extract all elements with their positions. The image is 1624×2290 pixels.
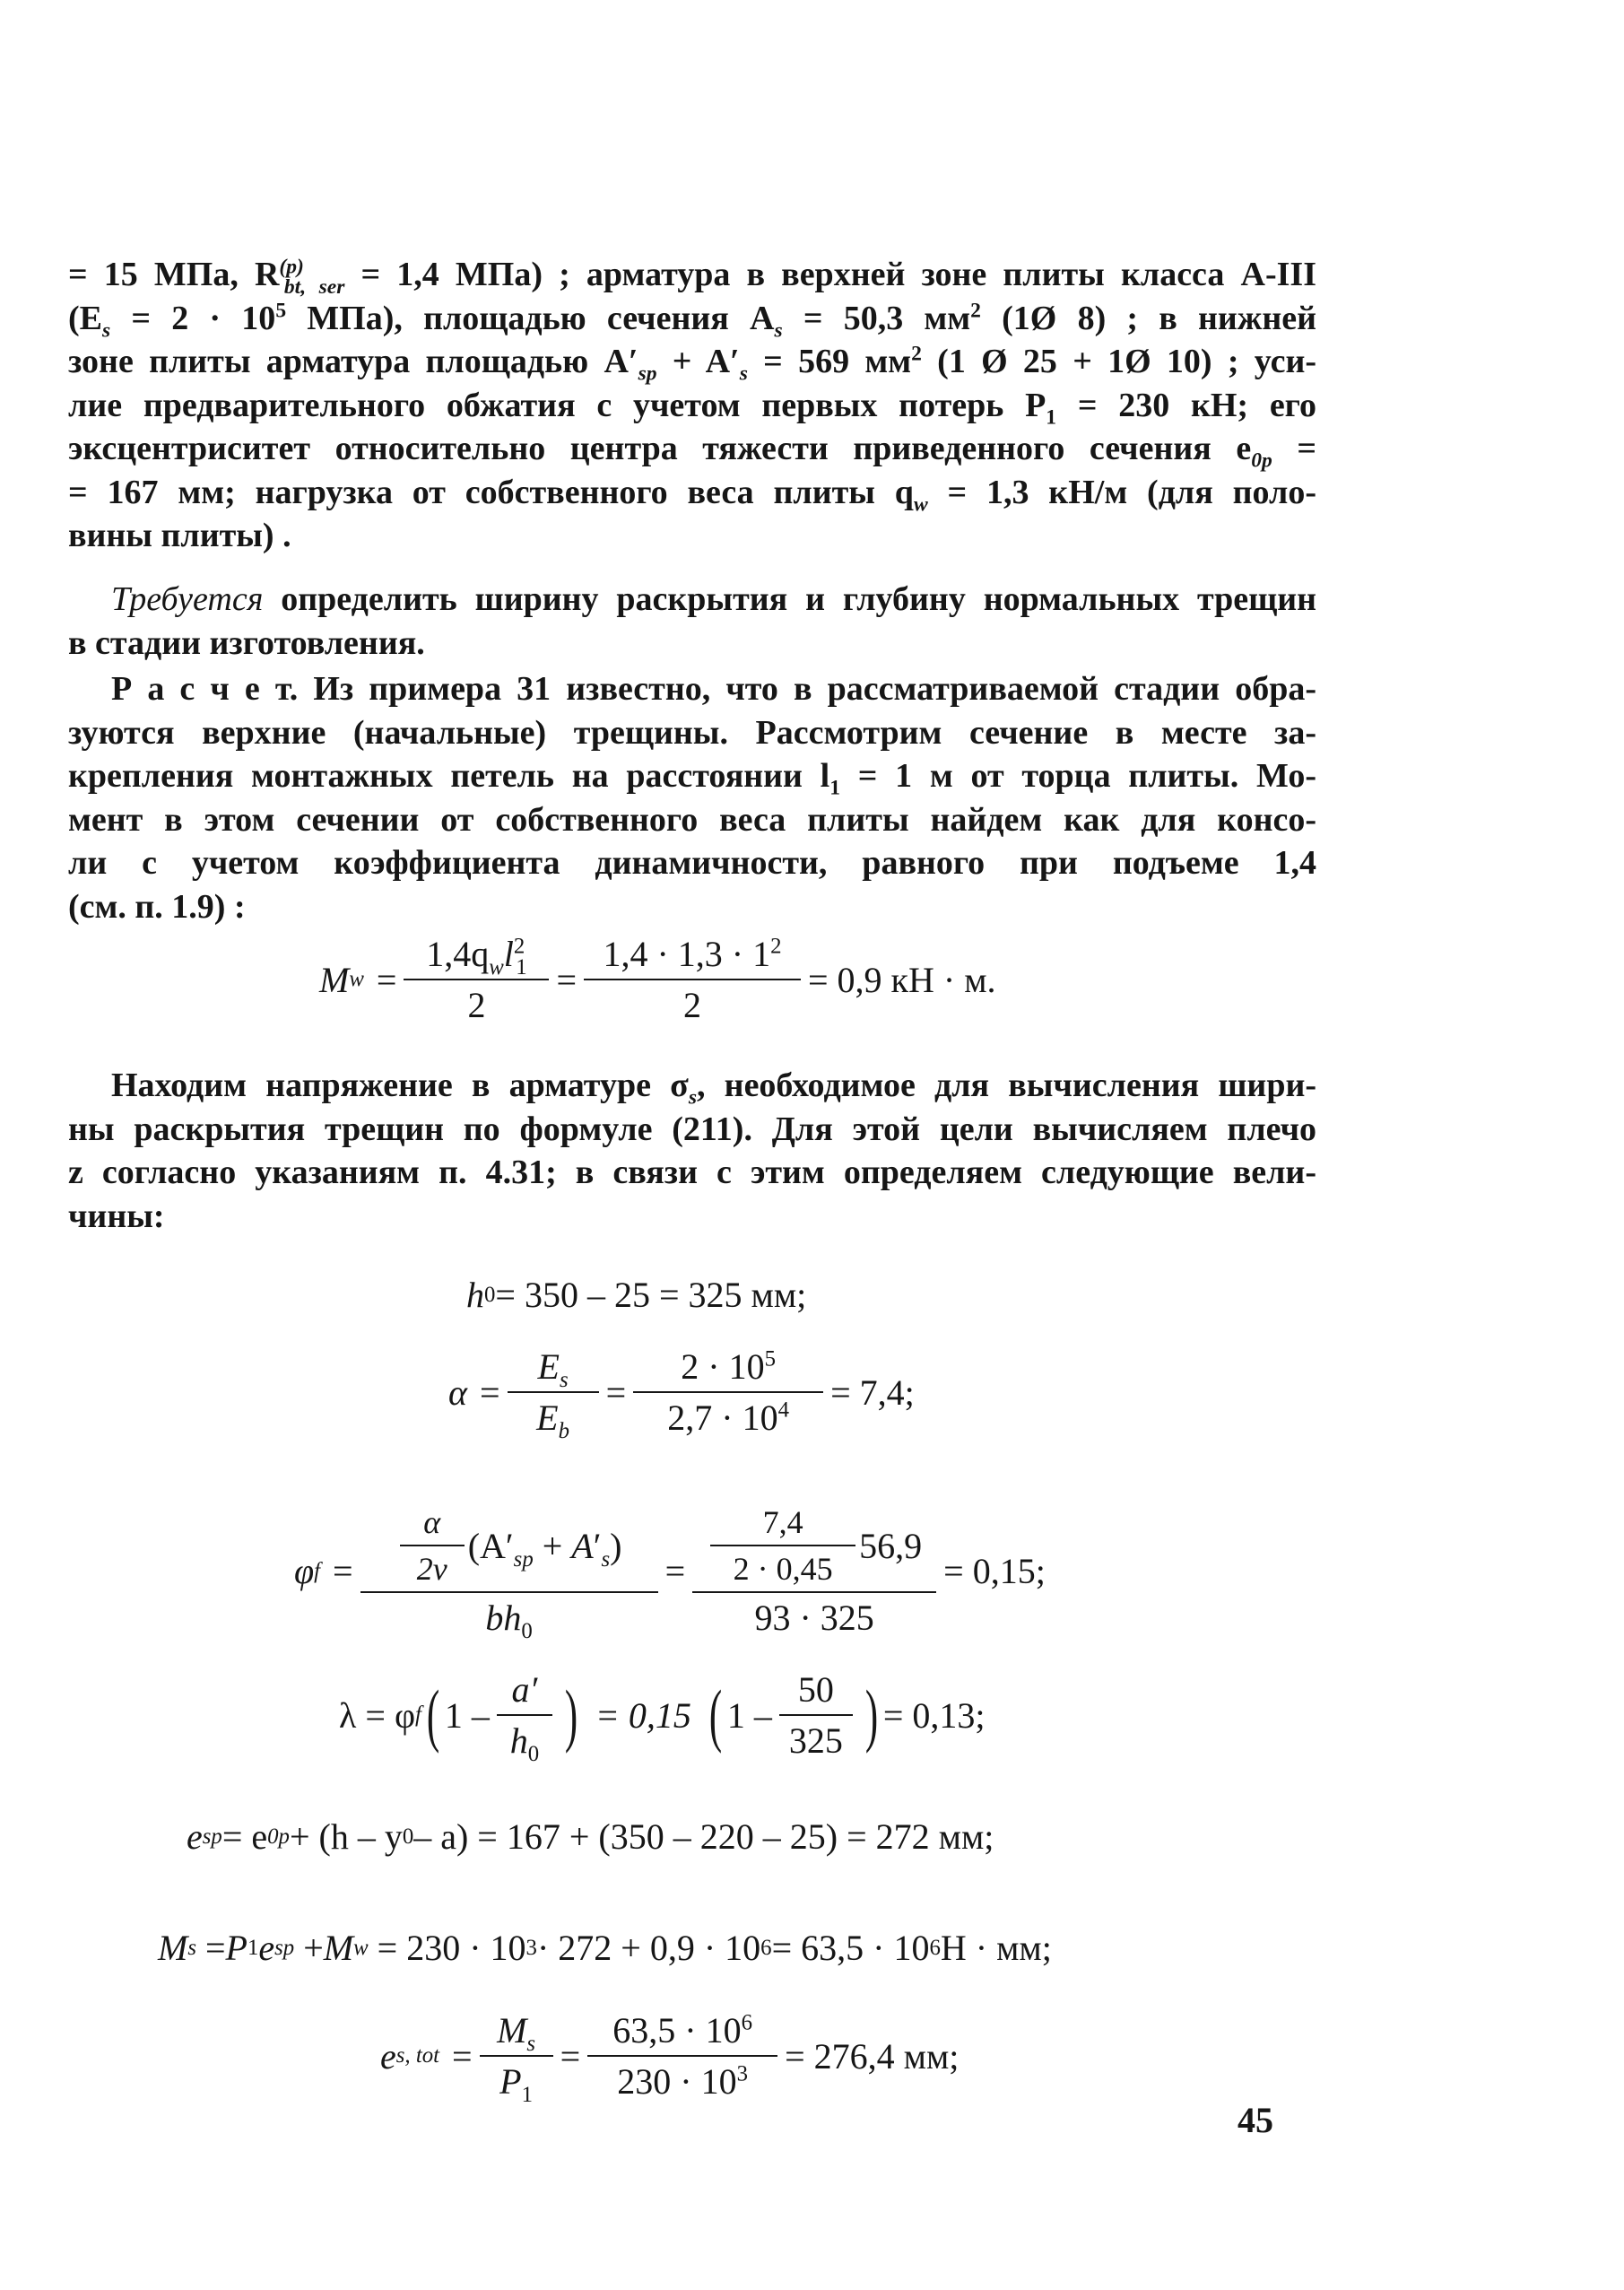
text-line: Находим напряжение в арматуре $\sigma_s$, необходимое для вычисления шири- bbox=[111, 1067, 1316, 1110]
text-line: зуются верхние (начальные) трещины. Рассмотрим сечение в месте за- bbox=[68, 713, 1316, 752]
text-line: зоне плиты арматура площадью $A'_{sp} + A'_s = 569$ $мм^2$ (1 Ø 25 + 1Ø 10) ; уси- bbox=[68, 342, 1317, 386]
paragraph-requirement bbox=[68, 578, 1316, 665]
text-line: ли с учетом коэффициента динамичности, равного при подъеме 1,4 bbox=[68, 844, 1316, 882]
fraction: $\frac{1,4 \cdot 1,3 \cdot 1^2}{2}$ bbox=[584, 933, 801, 1026]
fraction: $\frac{63,5 \cdot 10^6}{230 \cdot 10^3}$ bbox=[587, 2009, 777, 2103]
text-line: вины плиты) . bbox=[68, 517, 291, 554]
paragraph-calculation bbox=[68, 667, 1316, 928]
text-line: Требуется определить ширину раскрытия и глубину нормальных трещин bbox=[111, 580, 1316, 618]
text-line: ($E_s = 2 \cdot 10^5$ МПа), площадью сечения $A_s = 50,3$ $мм^2$ (1Ø 8) ; в нижней bbox=[68, 298, 1316, 343]
equation-alpha: α = $\frac{E_s}{E_b}$ = $\frac{2 \cdot 10^5}{2,7 \cdot 10^4}$ = 7,4; bbox=[448, 1346, 915, 1443]
text-line: ны раскрытия трещин по формуле (211). Для этой цели вычисляем плечо bbox=[68, 1110, 1316, 1148]
equation-moment: M w = $\frac{1,4q_wl^2_1}{2}$ = $\frac{1,4 \cdot 1,3 \cdot 1^2}{2}$ = 0,9 кН · м. bbox=[319, 934, 996, 1025]
fraction: $\frac{1,4q_wl^2_1}{2}$ bbox=[404, 933, 549, 1026]
equation-h0: h 0 = 350 – 25 = 325 мм; bbox=[466, 1275, 807, 1315]
fraction: $\frac{50}{325}$ bbox=[779, 1668, 853, 1762]
fraction: $\frac{a'}{h_0}$ bbox=[497, 1668, 552, 1762]
equation-estot: e s, tot = $\frac{M_s}{P_1}$ = $\frac{63,5 \cdot 10^6}{230 \cdot 10^3}$ = 276,4 мм; bbox=[380, 2010, 960, 2107]
text-line: лие предварительного обжатия с учетом первых потерь $P_1 = 230$ кН; его bbox=[68, 386, 1316, 430]
text-line: чины: bbox=[68, 1197, 165, 1235]
fraction: $\frac{2 \cdot 10^5}{2,7 \cdot 10^4}$ bbox=[633, 1345, 823, 1439]
equation-ms: M s = P 1 e sp + M w = 230 · 10 3 · 272 + 0,9 · 10 6 = 63,5 · 10 6 Н · мм; bbox=[158, 1928, 1052, 1968]
text-line: эксцентриситет относительно центра тяжести приведенного сечения $e_{0p}$ = bbox=[68, 430, 1316, 473]
fraction: $\frac{\alpha}{2\nu}$ $(A'_{sp} + A'_s)$ $bh_0$ bbox=[360, 1503, 658, 1639]
equation-esp: e sp = e 0p + (h – y 0 – a) = 167 + (350 – 220 – 25) = 272 мм; bbox=[187, 1816, 994, 1857]
text-line: Р а с ч е т. Из примера 31 известно, что в рассматриваемой стадии обра- bbox=[111, 670, 1316, 708]
equation-lambda: λ = φ f ( 1 – $\frac{a'}{h_0}$ ) = 0,15 ( 1 – $\frac{50}{325}$ ) = 0,13; bbox=[339, 1669, 986, 1766]
page-number: 45 bbox=[1238, 2100, 1273, 2140]
equation-phi-f: φ f = $\frac{\alpha}{2\nu}$ $(A'_{sp} + A'_s)$ $bh_0$ = $\frac{7,4}{2 \cdot 0,45}$ 56,9 93 · 325 = 0,15; bbox=[294, 1504, 1046, 1643]
fraction: $\frac{7,4}{2 \cdot 0,45}$ 56,9 93 · 325 bbox=[692, 1503, 936, 1639]
text-line: в стадии изготовления. bbox=[68, 623, 425, 662]
text-line: крепления монтажных петель на расстоянии $l_1 = 1$ м от торца плиты. Мо- bbox=[68, 757, 1317, 800]
text-line: (см. п. 1.9) : bbox=[68, 887, 246, 926]
paragraph-materials bbox=[68, 253, 1316, 558]
text-line: z согласно указаниям п. 4.31; в связи с этим определяем следующие вели- bbox=[68, 1154, 1316, 1191]
text-line: мент в этом сечении от собственного веса плиты найдем как для консо- bbox=[68, 800, 1316, 839]
paragraph-stress bbox=[68, 1064, 1316, 1238]
fraction: $\frac{E_s}{E_b}$ bbox=[508, 1345, 599, 1439]
text-line: = 15 МПа, $R^{(p)}_{bt, ser} = 1,4$ МПа) ; арматура в верхней зоне плиты класса А-III bbox=[68, 255, 1316, 299]
fraction: $\frac{M_s}{P_1}$ bbox=[480, 2009, 553, 2103]
text-line: = 167 мм; нагрузка от собственного веса плиты $q_w = 1,3$ кН/м (для поло- bbox=[68, 473, 1316, 517]
